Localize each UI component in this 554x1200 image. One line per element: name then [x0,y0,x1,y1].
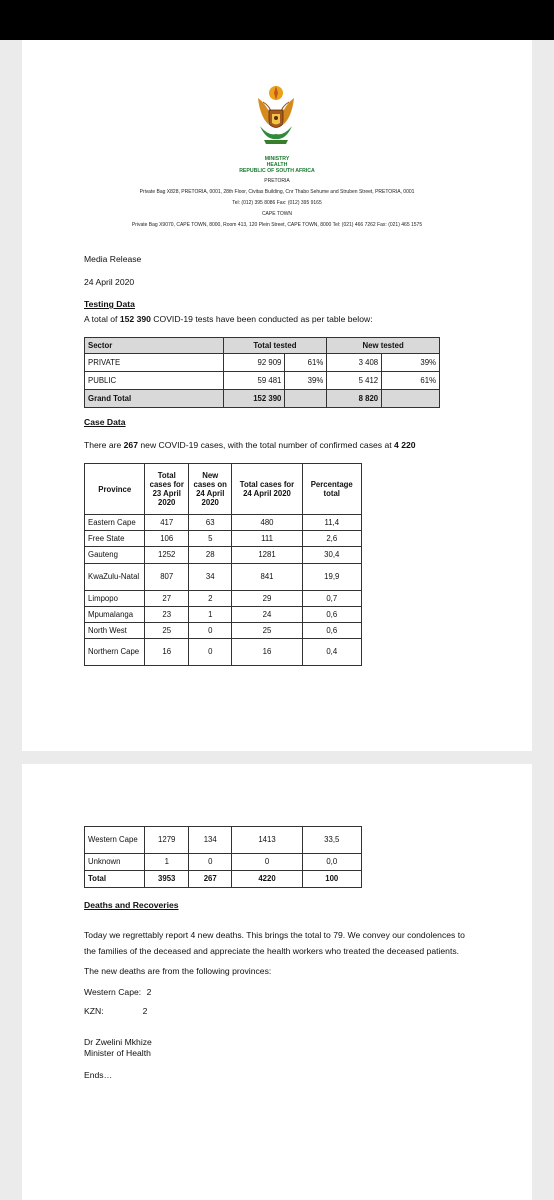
sector-cell: Grand Total [85,390,224,408]
total-24-cell: 1281 [232,547,302,564]
new-pct-cell: 39% [382,354,440,372]
new-24-cell: 1 [188,607,232,623]
total-23-cell: 3953 [145,871,189,888]
total-cell: 59 481 [223,372,285,390]
total-24-cell: 16 [232,639,302,666]
province-cell: Gauteng [85,547,145,564]
testing-header-row [85,338,440,354]
percentage-cell: 0,0 [302,854,361,871]
table-row [85,827,362,854]
total-24-cell: 841 [232,564,302,591]
new-cell: 5 412 [327,372,382,390]
province-cell: Limpopo [85,591,145,607]
total-24-cell: 480 [232,515,302,531]
table-row [85,515,362,531]
header-total-tested: Total tested [223,338,327,354]
table-row [85,531,362,547]
province-cell: North West [85,623,145,639]
total-23-cell: 106 [145,531,189,547]
cases-table [84,463,362,666]
deaths-heading: Deaths and Recoveries [84,900,179,910]
case-data-heading: Case Data [84,417,126,427]
total-24-cell: 1413 [232,827,302,854]
total-23-cell: 807 [145,564,189,591]
table-row [85,591,362,607]
cases-table-continued [84,826,362,888]
table-row [85,354,440,372]
table-row [85,372,440,390]
new-24-cell: 28 [188,547,232,564]
sector-cell: PRIVATE [85,354,224,372]
province-cell: Northern Cape [85,639,145,666]
header-new-24: New cases on 24 April 2020 [188,464,232,515]
coat-of-arms-icon [254,84,298,146]
percentage-cell: 19,9 [302,564,361,591]
percentage-cell: 11,4 [302,515,361,531]
total-cell: 92 909 [223,354,285,372]
new-pct-cell: 61% [382,372,440,390]
total-23-cell: 23 [145,607,189,623]
header-new-tested: New tested [327,338,440,354]
total-row [85,871,362,888]
sector-cell: PUBLIC [85,372,224,390]
header-province: Province [85,464,145,515]
province-cell: Mpumalanga [85,607,145,623]
total-pct-cell: 39% [285,372,327,390]
testing-sentence: A total of 152 390 COVID-19 tests have been conducted as per table below: [84,314,373,324]
ministry-line-3: REPUBLIC OF SOUTH AFRICA [239,168,315,174]
total-23-cell: 16 [145,639,189,666]
percentage-cell: 2,6 [302,531,361,547]
table-row [85,639,362,666]
header-total-24: Total cases for 24 April 2020 [232,464,302,515]
total-24-cell: 24 [232,607,302,623]
western-cape-deaths: Western Cape: 2 [84,987,152,997]
total-23-cell: 27 [145,591,189,607]
table-row [85,623,362,639]
total-24-cell: 0 [232,854,302,871]
province-cell: Western Cape [85,827,145,854]
header-sector: Sector [85,338,224,354]
table-row [85,564,362,591]
deaths-paragraph: Today we regrettably report 4 new deaths. This brings the total to 79. We convey our condolences to the families of the deceased and appreciate the health workers who treated the deceased patients. [84,930,465,956]
pretoria-address: Private Bag X828, PRETORIA, 0001, 28th Floor, Civitas Building, Cnr Thabo Sehume and Struben Street, PRETORIA, 0001 [139,189,415,195]
grand-total-row [85,390,440,408]
percentage-cell: 0,4 [302,639,361,666]
total-24-cell: 4220 [232,871,302,888]
case-sentence: There are 267 new COVID-19 cases, with the total number of confirmed cases at 4 220 [84,440,416,450]
ministry-line-2: HEALTH [266,162,288,168]
percentage-cell: 0,7 [302,591,361,607]
new-cell: 3 408 [327,354,382,372]
percentage-cell: 0,6 [302,623,361,639]
new-cell: 8 820 [327,390,382,408]
new-24-cell: 2 [188,591,232,607]
media-release-label: Media Release [84,254,142,264]
total-24-cell: 25 [232,623,302,639]
total-cell: 152 390 [223,390,285,408]
total-24-cell: 29 [232,591,302,607]
ends-label: Ends… [84,1070,113,1080]
province-cell: Free State [85,531,145,547]
pretoria-phone: Tel: (012) 395 8086 Fax: (012) 395 9165 [232,200,322,206]
new-24-cell: 0 [188,623,232,639]
status-bar [0,0,554,40]
total-23-cell: 1252 [145,547,189,564]
header-percentage: Percentage total [302,464,361,515]
capetown-address: Private Bag X9070, CAPE TOWN, 8000, Room 413, 120 Plein Street, CAPE TOWN, 8000 Tel: (021) 466 7262 Fax: (021) 465 1575 [131,222,423,228]
province-cell: KwaZulu-Natal [85,564,145,591]
new-24-cell: 63 [188,515,232,531]
total-23-cell: 25 [145,623,189,639]
document-page-2 [22,764,532,1200]
percentage-cell: 100 [302,871,361,888]
empty-cell [285,390,327,408]
header-total-23: Total cases for 23 April 2020 [145,464,189,515]
kzn-deaths: KZN: 2 [84,1006,148,1016]
new-24-cell: 34 [188,564,232,591]
percentage-cell: 33,5 [302,827,361,854]
minister-name: Dr Zwelini Mkhize [84,1037,152,1047]
province-cell: Total [85,871,145,888]
empty-cell [382,390,440,408]
ministry-line-1: MINISTRY [264,156,290,162]
pretoria-label: PRETORIA [264,178,290,184]
table-row [85,607,362,623]
total-pct-cell: 61% [285,354,327,372]
testing-table [84,337,440,408]
deaths-intro: The new deaths are from the following provinces: [84,966,272,976]
testing-heading: Testing Data [84,299,135,309]
release-date: 24 April 2020 [84,277,135,287]
percentage-cell: 0,6 [302,607,361,623]
total-24-cell: 111 [232,531,302,547]
new-24-cell: 134 [188,827,232,854]
province-cell: Eastern Cape [85,515,145,531]
province-cell: Unknown [85,854,145,871]
minister-title: Minister of Health [84,1048,151,1058]
total-23-cell: 1279 [145,827,189,854]
document-page-1 [22,40,532,751]
new-24-cell: 5 [188,531,232,547]
new-24-cell: 267 [188,871,232,888]
table-row [85,854,362,871]
total-23-cell: 1 [145,854,189,871]
new-24-cell: 0 [188,639,232,666]
capetown-label: CAPE TOWN [261,211,293,217]
new-24-cell: 0 [188,854,232,871]
cases-header-row [85,464,362,515]
total-23-cell: 417 [145,515,189,531]
percentage-cell: 30,4 [302,547,361,564]
table-row [85,547,362,564]
